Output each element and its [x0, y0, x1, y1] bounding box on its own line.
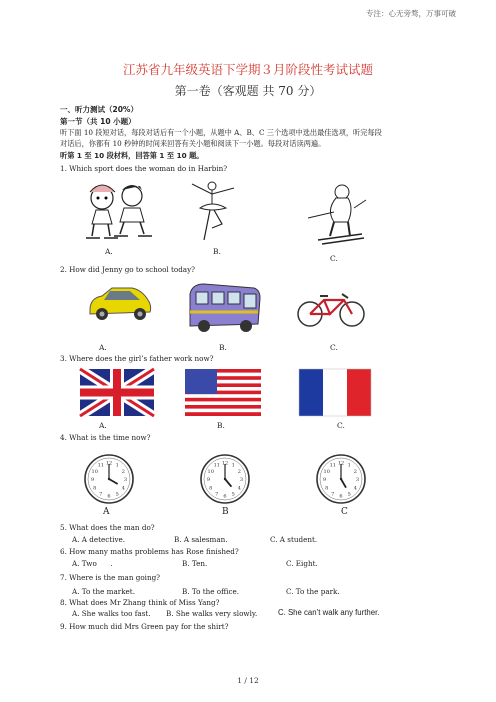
clock-b-image: [199, 453, 251, 505]
question-1: 1. Which sport does the woman do in Harbin?: [60, 164, 228, 173]
page-number: 1 / 12: [237, 676, 259, 685]
clock-numeral: 12: [105, 460, 113, 467]
q1-option-c: C.: [330, 254, 338, 263]
clock-numeral: 4: [237, 485, 241, 492]
q7-answer-c: C. To the park.: [286, 587, 340, 596]
clock-numeral: 7: [331, 491, 335, 498]
clock-numeral: 1: [347, 462, 351, 469]
q5-answer-b: B. A salesman.: [174, 535, 228, 544]
q7-answer-b: B. To the office.: [182, 587, 240, 596]
clock-numeral: 7: [99, 491, 103, 498]
clock-numeral: 10: [91, 468, 98, 475]
q2-option-a: A.: [99, 343, 107, 352]
clock-numeral: 7: [215, 491, 219, 498]
q8-answer-c: C. She can’t walk any further.: [278, 608, 380, 617]
instruction-line-1: 听下面 10 段短对话，每段对话后有一个小题，从题中 A、B、C 三个选项中选出最佳选项，听完每段: [60, 128, 382, 137]
clock-numeral: 1: [115, 462, 119, 469]
bicycle-image: [296, 288, 366, 328]
clock-numeral: 3: [123, 477, 128, 483]
clock-numeral: 11: [213, 462, 220, 469]
q5-answer-c: C. A student.: [270, 535, 318, 544]
clock-numeral: 4: [353, 485, 357, 492]
question-7: 7. Where is the man going?: [60, 573, 161, 582]
q2-option-c: C.: [330, 343, 338, 352]
header-motto: 专注：心无旁骛，万事可破: [366, 9, 456, 18]
q3-option-c: C.: [337, 421, 345, 430]
clock-numeral: 2: [353, 468, 357, 475]
clock-numeral: 5: [115, 491, 119, 498]
clock-numeral: 8: [93, 485, 97, 492]
clock-numeral: 1: [231, 462, 235, 469]
clock-numeral: 11: [97, 462, 104, 469]
clock-numeral: 12: [337, 460, 345, 467]
q4-option-b: B: [222, 507, 229, 517]
q5-answer-a: A. A detective.: [72, 535, 126, 544]
clock-numeral: 3: [355, 477, 360, 483]
france-flag-image: [299, 369, 371, 416]
question-9: 9. How much did Mrs Green pay for the shirt?: [60, 622, 229, 631]
question-5: 5. What does the man do?: [60, 523, 155, 532]
clock-numeral: 9: [322, 477, 327, 483]
q1-option-b: B.: [213, 247, 221, 256]
clock-c-image: [315, 453, 367, 505]
clock-numeral: 5: [231, 491, 235, 498]
q6-answer-b: B. Ten.: [182, 559, 208, 568]
ballet-dancer-image: [182, 178, 242, 244]
clock-numeral: 11: [329, 462, 336, 469]
clock-numeral: 2: [237, 468, 241, 475]
bus-image: [184, 280, 264, 336]
clock-numeral: 8: [209, 485, 213, 492]
question-8: 8. What does Mr Zhang think of Miss Yang?: [60, 598, 220, 607]
clock-numeral: 5: [347, 491, 351, 498]
clock-numeral: 10: [207, 468, 214, 475]
clock-numeral: 9: [206, 477, 211, 483]
question-6: 6. How many maths problems has Rose finished?: [60, 547, 239, 556]
q3-option-b: B.: [217, 421, 225, 430]
uk-flag-image: [80, 369, 154, 416]
q2-option-b: B.: [219, 343, 227, 352]
q8-answer-a: A. She walks too fast.: [72, 609, 151, 618]
clock-numeral: 8: [325, 485, 329, 492]
clock-numeral: 2: [121, 468, 125, 475]
question-2: 2. How did Jenny go to school today?: [60, 265, 196, 274]
paper-subtitle: 第一卷（客观题 共 70 分）: [174, 84, 322, 98]
q3-option-a: A.: [99, 421, 107, 430]
clock-numeral: 10: [323, 468, 330, 475]
car-image: [86, 284, 154, 324]
us-flag-image: [185, 369, 261, 416]
clock-a-image: [83, 453, 135, 505]
instruction-line-3: 听第 1 至 10 段材料，回答第 1 至 10 题。: [60, 151, 204, 160]
clock-numeral: 6: [107, 493, 111, 500]
q4-option-a: A: [103, 507, 110, 517]
skier-image: [304, 182, 368, 248]
clock-numeral: 3: [239, 477, 244, 483]
clock-numeral: 12: [221, 460, 229, 467]
q6-answer-a: A. Two .: [72, 559, 113, 568]
q7-answer-a: A. To the market.: [72, 587, 135, 596]
q8-answer-b: B. She walks very slowly.: [166, 609, 258, 618]
kids-skating-image: [82, 180, 158, 244]
clock-numeral: 6: [223, 493, 227, 500]
instruction-line-2: 对话后，你都有 10 秒钟的时间来回答有关小题和阅读下一小题。每段对话读两遍。: [60, 139, 326, 148]
q4-option-c: C: [341, 507, 348, 517]
question-4: 4. What is the time now?: [60, 433, 151, 442]
clock-numeral: 6: [339, 493, 343, 500]
exam-title: 江苏省九年级英语下学期３月阶段性考试试题: [122, 62, 373, 77]
q6-answer-c: C. Eight.: [286, 559, 318, 568]
clock-numeral: 4: [121, 485, 125, 492]
question-3: 3. Where does the girl’s father work now?: [60, 354, 214, 363]
section-heading: 第一节（共 10 小题）: [60, 117, 136, 126]
q1-option-a: A.: [105, 247, 113, 256]
part-heading: 一、听力测试（20%）: [60, 105, 138, 114]
clock-numeral: 9: [90, 477, 95, 483]
